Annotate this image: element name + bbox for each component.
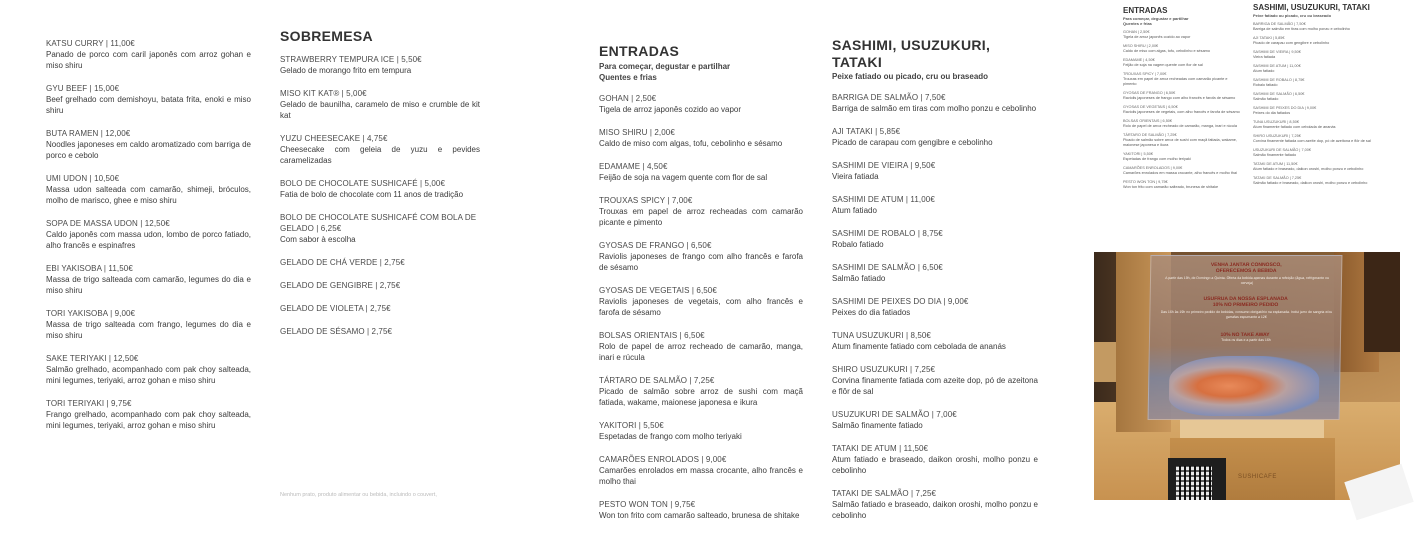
menu-item-name: SASHIMI DE VIEIRA | 9,50€ (1253, 50, 1301, 54)
section-subtitle: Peixe fatiado ou picado, cru ou braseado (832, 72, 989, 81)
menu-item-name: EBI YAKISOBA | 11,50€ (46, 264, 133, 273)
menu-item-name: CAMARÕES ENROLADOS | 9,00€ (599, 455, 727, 464)
menu-item (1123, 119, 1240, 129)
menu-item-name: TORI TERIYAKI | 9,75€ (46, 399, 132, 408)
section-title-sobremesa: SOBREMESA (280, 28, 373, 44)
menu-item-name: GELADO DE SÉSAMO | 2,75€ (280, 327, 393, 336)
promo-heading: 10% NO PRIMEIRO PEDIDO (1212, 302, 1279, 308)
menu-item-description: Massa udon salteada com camarão, shimeji, bróculos, molho de marisco, ghee e miso shiru (46, 185, 251, 205)
menu-item (599, 285, 803, 318)
menu-item-name: USUZUKURI DE SALMÃO | 7,00€ (1253, 148, 1311, 152)
menu-item-description: Won ton frito com camarão salteado, brunesa de shitake (1123, 185, 1219, 189)
menu-item-name: USUZUKURI DE SALMÃO | 7,00€ (832, 410, 957, 419)
promo-text: A partir das 19h, de Domingo a Quinta. Oferta da bebida apenas durante a refeição (água, refrigerante ou cerveja) (1165, 276, 1329, 285)
menu-item (832, 92, 1038, 114)
menu-item-name: GELADO DE GENGIBRE | 2,75€ (280, 281, 401, 290)
menu-item-name: BUTA RAMEN | 12,00€ (46, 129, 131, 138)
menu-item (832, 409, 1038, 431)
menu-item (280, 88, 480, 121)
menu-item (280, 212, 480, 245)
menu-item-description: Gelado de morango frito em tempura (280, 66, 412, 75)
menu-item (1253, 162, 1371, 172)
menu-item (599, 93, 803, 115)
menu-item-name: YAKITORI | 5,50€ (1123, 152, 1153, 156)
mini-entradas-column (1123, 6, 1240, 190)
menu-item-description: Caldo de miso com algas, tofu, cebolinho e sésamo (1123, 49, 1210, 53)
menu-item-name: KATSU CURRY | 11,00€ (46, 39, 135, 48)
restaurant-photo (1094, 252, 1400, 500)
promo-text: Todos os dias e a partir das 16h (1221, 338, 1271, 342)
menu-item-name: GOHAN | 2,50€ (1123, 30, 1150, 34)
menu-item-description: Peixes do dia fatiados (832, 308, 911, 317)
menu-item (46, 398, 251, 431)
menu-item-name: CAMARÕES ENROLADOS | 9,00€ (1123, 166, 1183, 170)
menu-item-description: Salmão grelhado, acompanhado com pak choy salteada, mini legumes, teriyaki, arroz gohan e miso shiru (46, 365, 251, 385)
menu-item (46, 218, 251, 251)
menu-item-description: Espetadas de frango com molho teriyaki (599, 432, 742, 441)
menu-item-description: Espetadas de frango com molho teriyaki (1123, 157, 1191, 161)
menu-item (280, 133, 480, 166)
menu-item (832, 228, 1038, 250)
menu-item-description: Gelado de baunilha, caramelo de miso e crumble de kit kat (280, 100, 480, 120)
menu-item-name: YAKITORI | 5,50€ (599, 421, 664, 430)
menu-item (832, 194, 1038, 216)
menu-item (46, 308, 251, 341)
menu-item (832, 262, 1038, 284)
menu-item-name: TATAKI DE ATUM | 11,50€ (832, 444, 929, 453)
menu-item (1253, 176, 1371, 186)
menu-item-description: Salmão finamente fatiado (1253, 153, 1297, 157)
mini-subtitle: Para começar, degustar e partilhar (1123, 16, 1189, 21)
menu-item-name: BARRIGA DE SALMÃO | 7,50€ (1253, 22, 1306, 26)
menu-item-description: Robalo fatiado (1253, 83, 1278, 87)
menu-item (832, 364, 1038, 397)
promo-heading: USUFRUA DA NOSSA ESPLANADA (1203, 296, 1288, 302)
menu-item-description: Atum finamente fatiado com cebolada de ananás (832, 342, 1006, 351)
menu-item-name: GYOSAS DE FRANGO | 6,50€ (1123, 91, 1176, 95)
menu-item-description: Rolo de papel de arroz recheado de camarão, manga, inari e rúcula (1123, 124, 1237, 128)
menu-item-description: Caldo japonês com massa udon, lombo de porco fatiado, alho francês e espinafres (46, 230, 251, 250)
menu-item-description: Feijão de soja na vagem quente com flor de sal (599, 173, 768, 182)
menu-item-description: Picado de carapau com gengibre e cebolinho (1253, 41, 1330, 45)
menu-item (280, 178, 480, 200)
menu-item-description: Cheesecake com geleia de yuzu e pevides caramelizadas (280, 145, 480, 165)
menu-item-name: BOLSAS ORIENTAIS | 6,50€ (599, 331, 705, 340)
menu-item-name: PESTO WON TON | 9,75€ (1123, 180, 1168, 184)
menu-item (832, 126, 1038, 148)
menu-item-description: Picado de salmão sobre arroz de sushi com maçã fatiada, wakame, maionese japonesa e ikura (599, 387, 803, 407)
menu-item-description: Won ton frito com camarão salteado, brunesa de shitake (599, 511, 800, 520)
menu-item (280, 280, 480, 291)
menu-item-name: SHIRO USUZUKURI | 7,25€ (1253, 134, 1301, 138)
menu-item (1123, 58, 1240, 68)
menu-item (1253, 50, 1371, 60)
menu-item-name: GELADO DE CHÁ VERDE | 2,75€ (280, 258, 405, 267)
menu-item-name: EDAMAME | 4,50€ (599, 162, 668, 171)
menu-item-description: Salmão fatiado e braseado, daikon oroshi, molho ponzu e cebolinho (832, 500, 1038, 520)
sushicafe-logo: SUSHICAFE (1238, 474, 1277, 480)
promo-heading: OFERECEMOS A BEBIDA (1215, 268, 1277, 274)
menu-item-name: BOLO DE CHOCOLATE SUSHICAFÉ | 5,00€ (280, 179, 446, 188)
menu-item-description: Massa de trigo salteada com camarão, legumes do dia e miso shiru (46, 275, 251, 295)
sushi-platter-image (1169, 356, 1320, 416)
mini-title: SASHIMI, USUZUKURI, TATAKI (1253, 3, 1370, 12)
menu-item-name: TÁRTARO DE SALMÃO | 7,25€ (1123, 133, 1177, 137)
menu-item-name: SASHIMI DE ATUM | 11,00€ (832, 195, 935, 204)
sashimi-column (832, 37, 1038, 533)
menu-item-description: Camarões enrolados em massa crocante, alho francês e molho thai (1123, 171, 1237, 175)
menu-item (599, 330, 803, 363)
promo-text: Das 16h às 19h no primeiro pedido de bebidas, consumo obrigatório na esplanada. Inclui jarro de sangria e/ou garrafas espumante a 12€ (1160, 310, 1333, 319)
menu-item-description: Salmão fatiado (1253, 97, 1279, 101)
menu-item-description: Atum finamente fatiado com cebolada de ananás (1253, 125, 1336, 129)
menu-item-name: TROUXAS SPICY | 7,00€ (599, 196, 693, 205)
menu-item-name: SASHIMI DE ROBALO | 8,75€ (1253, 78, 1305, 82)
menu-item-name: GOHAN | 2,50€ (599, 94, 657, 103)
menu-item-name: GYOSAS DE VEGETAIS | 6,50€ (1123, 105, 1178, 109)
menu-item-description: Massa de trigo salteada com frango, legumes do dia e miso shiru (46, 320, 251, 340)
menu-item (46, 263, 251, 296)
menu-item-name: BOLO DE CHOCOLATE SUSHICAFÉ COM BOLA DE GELADO | 6,25€ (280, 213, 477, 233)
menu-item-name: PESTO WON TON | 9,75€ (599, 500, 696, 509)
menu-item-name: MISO KIT KAT® | 5,00€ (280, 89, 367, 98)
promo-heading: VENHA JANTAR CONNOSCO, (1210, 262, 1282, 268)
menu-item (46, 173, 251, 206)
menu-item-description: Trouxas em papel de arroz recheadas com camarão picante e pimento (1123, 77, 1228, 86)
menu-item-name: GYOSAS DE VEGETAIS | 6,50€ (599, 286, 717, 295)
menu-item (1253, 106, 1371, 116)
menu-item-name: TÁRTARO DE SALMÃO | 7,25€ (599, 376, 715, 385)
menu-item-description: Robalo fatiado (832, 240, 884, 249)
menu-item-name: BOLSAS ORIENTAIS | 6,50€ (1123, 119, 1173, 123)
menu-item-description: Picado de salmão sobre arroz de sushi com maçã fatiada, wakame, maionese japonesa e ikura (1123, 138, 1237, 147)
menu-item-name: TATAKI DE ATUM | 11,50€ (1253, 162, 1298, 166)
menu-item-description: Noodles japoneses em caldo aromatizado com barriga de porco e cebolo (46, 140, 251, 160)
menu-item (1253, 78, 1371, 88)
menu-item (832, 330, 1038, 352)
menu-thumbnail (1094, 0, 1400, 252)
menu-item-name: MISO SHIRU | 2,00€ (599, 128, 675, 137)
menu-item (599, 454, 803, 487)
menu-item (1123, 30, 1240, 40)
menu-item (46, 353, 251, 386)
menu-item (1253, 148, 1371, 158)
menu-item-name: SASHIMI DE ATUM | 11,00€ (1253, 64, 1301, 68)
menu-item-name: SASHIMI DE SALMÃO | 6,50€ (832, 263, 943, 272)
menu-item-description: Panado de porco com caril japonês com arroz gohan e miso shiru (46, 50, 251, 70)
menu-item-name: SAKE TERIYAKI | 12,50€ (46, 354, 139, 363)
menu-item (832, 160, 1038, 182)
menu-item-name: TUNA USUZUKURI | 8,50€ (832, 331, 931, 340)
mini-sashimi-column (1253, 3, 1371, 186)
section-subtitle: Para começar, degustar e partilhar (599, 62, 731, 71)
dark-wall (1364, 252, 1400, 352)
menu-item (280, 303, 480, 314)
footnote: Nenhum prato, produto alimentar ou bebida, incluindo o couvert, (280, 492, 437, 498)
menu-item (46, 38, 251, 71)
menu-item-name: UMI UDON | 10,50€ (46, 174, 120, 183)
menu-item (599, 240, 803, 273)
menu-item-description: Raviolis japoneses de vegetais, com alho francês e farofa de sésamo (1123, 110, 1240, 114)
menu-item-name: SASHIMI DE PEIXES DO DIA | 9,00€ (832, 297, 969, 306)
menu-item-name: TROUXAS SPICY | 7,00€ (1123, 72, 1167, 76)
menu-item (599, 195, 803, 228)
menu-item (599, 499, 803, 521)
menu-item-name: AJI TATAKI | 5,85€ (1253, 36, 1285, 40)
menu-item-description: Barriga de salmão em tiras com molho ponzu e cebolinho (1253, 27, 1350, 31)
menu-item (1253, 64, 1371, 74)
menu-item (280, 257, 480, 268)
menu-item-description: Frango grelhado, acompanhado com pak choy salteada, mini legumes, teriyaki, arroz gohan e miso shiru (46, 410, 251, 430)
menu-item (1123, 91, 1240, 101)
menu-item-name: SHIRO USUZUKURI | 7,25€ (832, 365, 936, 374)
section-title-sashimi: SASHIMI, USUZUKURI, TATAKI (832, 37, 991, 70)
menu-item-description: Corvina finamente fatiada com azeite dop, pó de azeitona e flôr de sal (832, 376, 1038, 396)
menu-item-name: GYU BEEF | 15,00€ (46, 84, 120, 93)
menu-item-description: Com sabor à escolha (280, 235, 356, 244)
menu-item-name: SASHIMI DE VIEIRA | 9,50€ (832, 161, 936, 170)
section-subtitle: Quentes e frias (599, 73, 657, 82)
menu-item (1253, 92, 1371, 102)
menu-item-name: SASHIMI DE ROBALO | 8,75€ (832, 229, 943, 238)
menu-item (1253, 22, 1371, 32)
menu-item-description: Atum fatiado (1253, 69, 1275, 73)
menu-item-description: Raviolis japoneses de frango com alho francês e farofa de sésamo (1123, 96, 1236, 100)
sobremesa-column (280, 28, 480, 349)
menu-item-description: Feijão de soja na vagem quente com flor de sal (1123, 63, 1203, 67)
menu-item-description: Atum fatiado e braseado, daikon oroshi, molho ponzu e cebolinho (1253, 167, 1364, 171)
menu-item-name: MISO SHIRU | 2,00€ (1123, 44, 1159, 48)
menu-item-description: Salmão finamente fatiado (832, 421, 923, 430)
menu-item-description: Atum fatiado (832, 206, 877, 215)
menu-item (46, 128, 251, 161)
mini-subtitle: Peixe fatiado ou picado, cru ou braseado (1253, 13, 1332, 18)
menu-item-description: Salmão fatiado e braseado, daikon oroshi, molho ponzu e cebolinho (1253, 181, 1368, 185)
mini-subtitle: Quentes e frias (1123, 21, 1152, 26)
menu-item-description: Rolo de papel de arroz recheado de camarão, manga, inari e rúcula (599, 342, 803, 362)
menu-item (832, 296, 1038, 318)
menu-item-description: Vieira fatiada (1253, 55, 1276, 59)
promo-heading: 10% NO TAKE AWAY (1220, 332, 1270, 338)
menu-item-description: Atum fatiado e braseado, daikon oroshi, molho ponzu e cebolinho (832, 455, 1038, 475)
menu-item-description: Camarões enrolados em massa crocante, alho francês e molho thai (599, 466, 803, 486)
menu-item (280, 326, 480, 337)
menu-item-description: Trouxas em papel de arroz recheadas com camarão picante e pimento (599, 207, 803, 227)
menu-item-name: GYOSAS DE FRANGO | 6,50€ (599, 241, 712, 250)
menu-item (46, 83, 251, 116)
menu-item-name: TATAKI DE SALMÃO | 7,25€ (832, 489, 937, 498)
menu-item-name: SASHIMI DE SALMÃO | 6,50€ (1253, 92, 1305, 96)
menu-item-description: Corvina finamente fatiada com azeite dop, pó de azeitona e flôr de sal (1253, 139, 1371, 143)
menu-item-description: Tigela de arroz japonês cozido ao vapor (599, 105, 742, 114)
menu-item-description: Raviolis japoneses de frango com alho francês e farofa de sésamo (599, 252, 803, 272)
menu-item-description: Beef grelhado com demishoyu, batata frita, enoki e miso shiru (46, 95, 251, 115)
menu-item (1123, 44, 1240, 54)
menu-page-right (560, 0, 1080, 520)
menu-item (1123, 133, 1240, 148)
menu-item (832, 443, 1038, 476)
menu-item-description: Peixes do dia fatiados (1253, 111, 1291, 115)
mini-title: ENTRADAS (1123, 6, 1168, 15)
menu-item (1123, 72, 1240, 87)
menu-item (832, 488, 1038, 521)
menu-item-description: Tigela de arroz japonês cozido ao vapor (1123, 35, 1191, 39)
menu-item-description: Barriga de salmão em tiras com molho ponzu e cebolinho (832, 104, 1037, 113)
menu-item-name: TATAKI DE SALMÃO | 7,25€ (1253, 176, 1302, 180)
menu-item (1253, 120, 1371, 130)
menu-item-name: SASHIMI DE PEIXES DO DIA | 9,00€ (1253, 106, 1317, 110)
menu-item-name: SOPA DE MASSA UDON | 12,50€ (46, 219, 170, 228)
menu-item (1123, 166, 1240, 176)
menu-item-description: Raviolis japoneses de vegetais, com alho francês e farofa de sésamo (599, 297, 803, 317)
menu-item-name: TORI YAKISOBA | 9,00€ (46, 309, 136, 318)
menu-item (1123, 105, 1240, 115)
menu-item-name: STRAWBERRY TEMPURA ICE | 5,50€ (280, 55, 422, 64)
menu-item (599, 420, 803, 442)
menu-item-description: Caldo de miso com algas, tofu, cebolinho e sésamo (599, 139, 783, 148)
menu-item (599, 161, 803, 183)
qr-code-icon (1176, 466, 1212, 500)
menu-item (1253, 36, 1371, 46)
menu-item-description: Vieira fatiada (832, 172, 879, 181)
menu-page-left (0, 0, 500, 500)
menu-item (599, 127, 803, 149)
entradas-column (599, 43, 803, 533)
menu-item-description: Salmão fatiado (832, 274, 886, 283)
promo-stand (1148, 255, 1343, 420)
menu-item-name: TUNA USUZUKURI | 8,50€ (1253, 120, 1299, 124)
menu-item-description: Picado de carapau com gengibre e cebolinho (832, 138, 993, 147)
menu-item-name: YUZU CHEESECAKE | 4,75€ (280, 134, 388, 143)
menu-item (1123, 152, 1240, 162)
menu-item (599, 375, 803, 408)
section-title-entradas: ENTRADAS (599, 43, 680, 59)
menu-item (1123, 180, 1240, 190)
menu-item-name: EDAMAME | 4,50€ (1123, 58, 1155, 62)
menu-item-description: Fatia de bolo de chocolate com 11 anos de tradição (280, 190, 464, 199)
menu-item-name: AJI TATAKI | 5,85€ (832, 127, 901, 136)
menu-item (1253, 134, 1371, 144)
menu-item (280, 54, 480, 76)
mains-column (46, 38, 251, 443)
qr-card (1168, 458, 1226, 500)
menu-item-name: BARRIGA DE SALMÃO | 7,50€ (832, 93, 946, 102)
menu-item-name: GELADO DE VIOLETA | 2,75€ (280, 304, 391, 313)
